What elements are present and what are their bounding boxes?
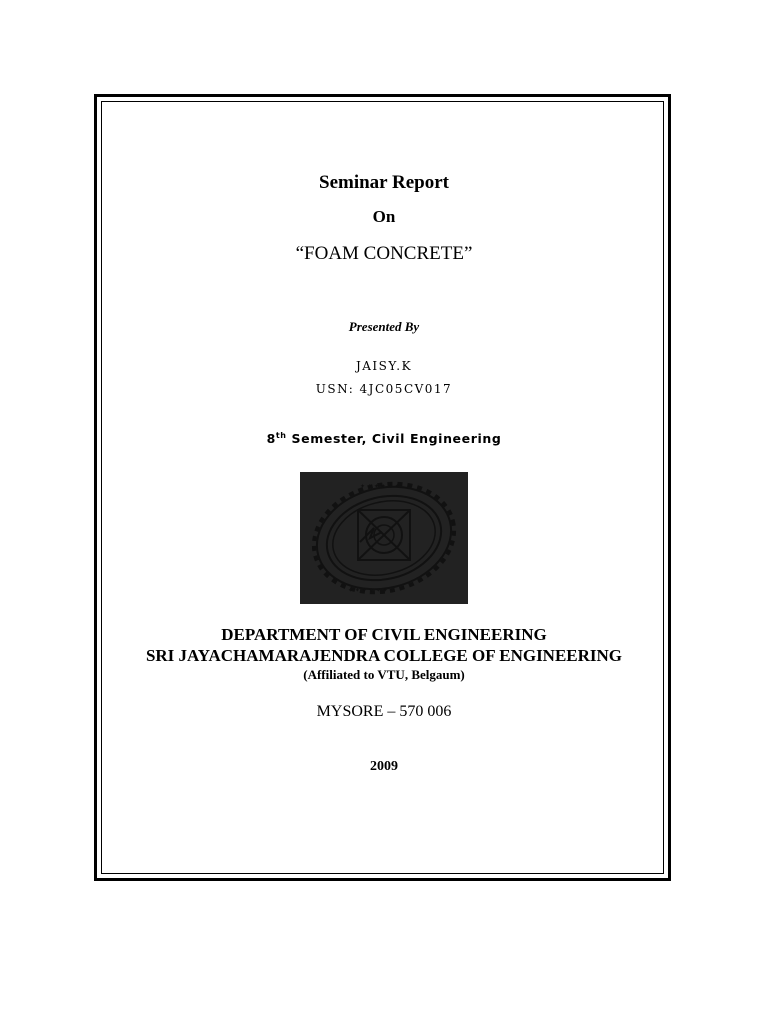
semester-description: Semester, Civil Engineering <box>286 431 502 446</box>
semester-suffix: th <box>275 431 287 440</box>
college-emblem-icon <box>300 472 468 604</box>
author-usn: USN: 4JC05CV017 <box>315 382 453 396</box>
city-pincode: MYSORE – 570 006 <box>316 703 452 720</box>
semester-line <box>0 431 768 446</box>
on-label: On <box>372 207 396 226</box>
semester-number: 8 <box>266 431 276 446</box>
report-heading: Seminar Report <box>319 172 449 193</box>
department-name: DEPARTMENT OF CIVIL ENGINEERING <box>221 625 547 644</box>
svg-text:✦ ✦ ✦ ✦ ✦ ✦ ✦: ✦ ✦ ✦ ✦ ✦ ✦ ✦ <box>348 587 395 594</box>
report-title: “FOAM CONCRETE” <box>295 243 473 264</box>
presented-by-label: Presented By <box>348 319 420 334</box>
author-name: JAISY.K <box>355 359 413 373</box>
affiliation: (Affiliated to VTU, Belgaum) <box>303 667 465 682</box>
college-name: SRI JAYACHAMARAJENDRA COLLEGE OF ENGINEERING <box>145 646 623 665</box>
report-year: 2009 <box>370 759 398 774</box>
svg-text:✦ ✦ ✦ ✦ ✦ ✦: ✦ ✦ ✦ ✦ ✦ ✦ <box>360 483 400 490</box>
